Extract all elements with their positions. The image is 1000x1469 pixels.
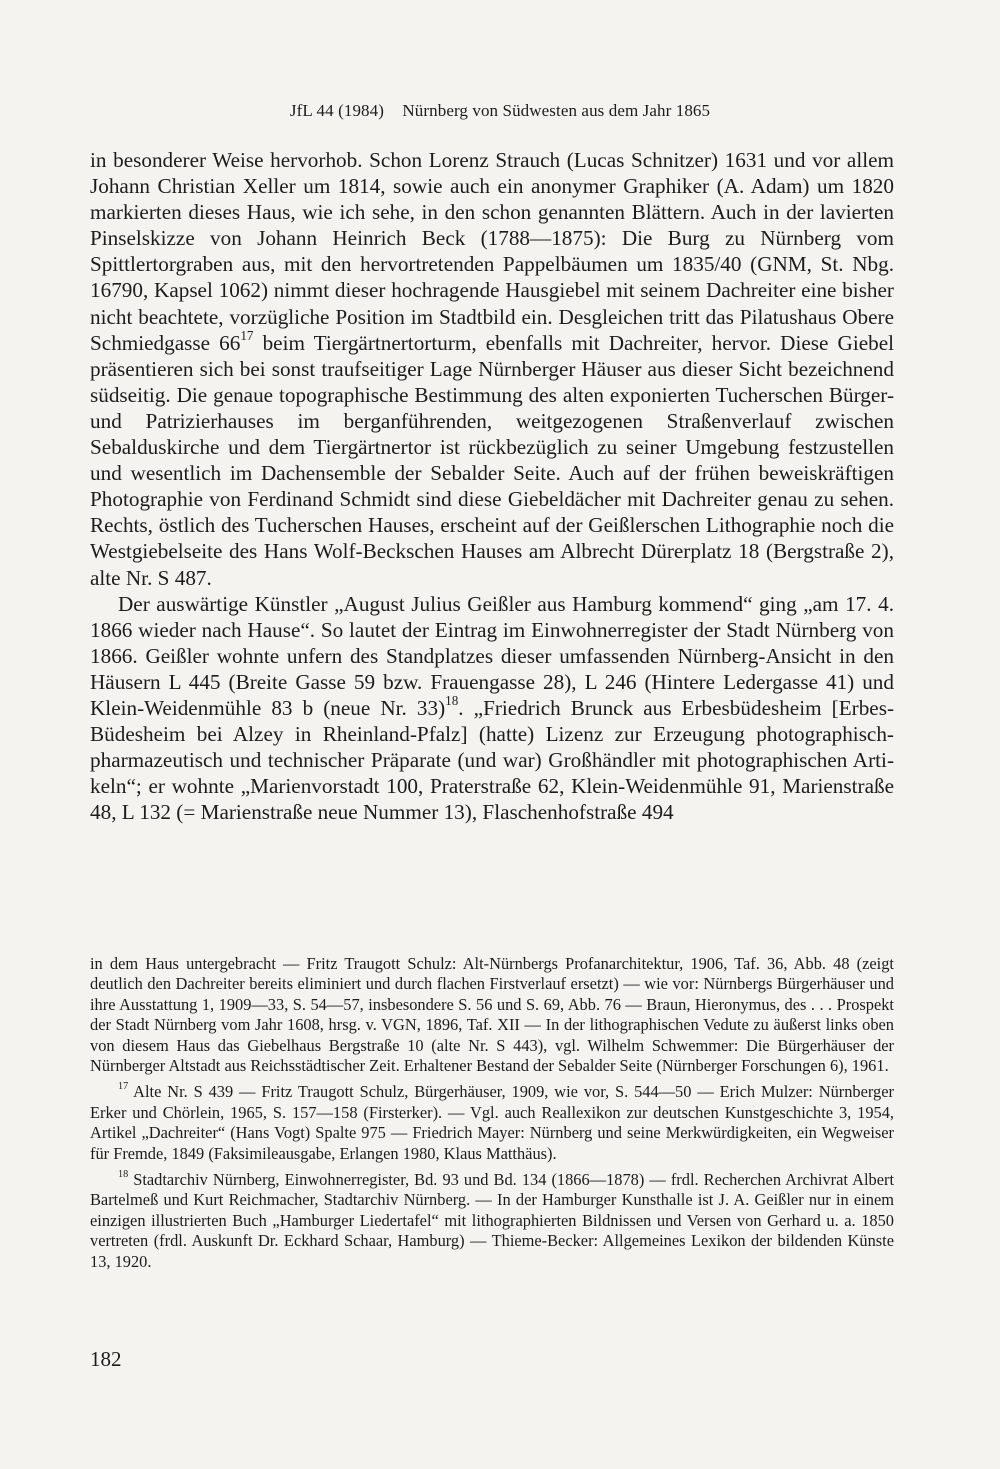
footnote-continued: in dem Haus untergebracht — Fritz Traugott Schulz: Alt-Nürnbergs Profanarchitektur, 1906, Taf. 36, Abb. 48 (zeigt deutlich den Dachreiter bereits eliminiert und durch flachen Firstverlauf ersetzt) — wie vor: Nürnbergs Bürgerhäuser und ihre Ausstattung 1, 1909—33, S. 54—57, insbesondere S. 56 und S. 69, Abb. 76 — Braun, Hieronymus, des . . . Prospekt der Stadt Nürnberg vom Jahr 1608, hrsg. v. VGN, 1896, Taf. XII — In der lithographischen Vedute zu äußerst links oben von diesem Haus das Giebelhaus Bergstraße 10 (alte Nr. S 443), vgl. Wilhelm Schwemmer: Die Bürgerhäuser der Nürnberger Altstadt aus Reichsstädtischer Zeit. Erhaltener Bestand der Sebalder Seite (Nürnberger Forschungen 6), 1961. [90, 954, 894, 1076]
footnotes [90, 954, 894, 1278]
footnote-reference: 18 [445, 692, 459, 708]
footnote-reference: 17 [240, 327, 254, 343]
footnote-text: Alte Nr. S 439 — Fritz Traugott Schulz, Bürgerhäuser, 1909, wie vor, S. 544—50 — Erich Mulzer: Nürnberger Erker und Chörlein, 1965, S. 157—158 (Firsterker). — Vgl. auch Reallexikon zur deutschen Kunstgeschichte 3, 1954, Artikel „Dachreiter“ (Hans Vogt) Spalte 975 — Friedrich Mayer: Nürnberg und seine Merkwürdigkeiten, ein Wegweiser für Fremde, 1849 (Faksimileausgabe, Erlangen 1980, Klaus Matthäus). [90, 1082, 894, 1163]
paragraph-text: in besonderer Weise hervorhob. Schon Lorenz Strauch (Lucas Schnitzer) 1631 und vor allem Johann Christian Xeller um 1814, sowie auch ein anonymer Graphiker (A. Adam) um 1820 markierten dieses Haus, wie ich sehe, in den schon genannten Blättern. Auch in der lavierten Pinselskizze von Johann Heinrich Beck (1788—1875): Die Burg zu Nürnberg vom Spittlertorgraben aus, mit den hervortretenden Pappelbäumen um 1835/40 (GNM, St. Nbg. 16790, Kapsel 1062) nimmt dieser hochragende Hausgiebel mit seinem Dachreiter eine bisher nicht beachtete, vorzügliche Position im Stadtbild ein. Desgleichen tritt das Pilatushaus Obere Schmiedgasse 66 [90, 148, 894, 355]
paragraph-text: beim Tiergärtnertorturm, ebenfalls mit Dachreiter, hervor. Diese Giebel präsentieren sich bei sonst traufseitiger Lage Nürnberger Häuser aus dieser Sicht bezeichnend südseitig. Die genaue topographische Bestimmung des alten exponierten Tucherschen Bürger- und Patrizierhauses im berganführenden, weitgezogenen Straßenverlauf zwischen Sebalduskirche und dem Tiergärtnertor ist rückbezüglich zu seiner Umgebung festzustellen und wesentlich im Dachensemble der Sebalder Seite. Auch auf der frühen beweiskräftigen Photographie von Ferdinand Schmidt sind diese Giebeldächer mit Dachreiter genau zu sehen. Rechts, östlich des Tucherschen Hauses, erscheint auf der Geißlerschen Lithographie noch die Westgiebelseite des Hans Wolf-Beckschen Hauses am Albrecht Dürerplatz 18 (Bergstraße 2), alte Nr. S 487. [90, 330, 894, 590]
footnote-number: 18 [118, 1169, 129, 1181]
body-paragraph [90, 591, 894, 826]
main-text [90, 147, 894, 825]
footnote-17 [90, 1082, 894, 1164]
page-number: 182 [90, 1347, 122, 1371]
footnote-18 [90, 1170, 894, 1272]
body-paragraph [90, 147, 894, 591]
article-title: Nürnberg von Südwesten aus dem Jahr 1865 [402, 101, 711, 120]
journal-reference: JfL 44 (1984) [289, 101, 385, 120]
footnote-text: Stadtarchiv Nürnberg, Einwohnerregister, Bd. 93 und Bd. 134 (1866—1878) — frdl. Recherchen Archivrat Albert Bartelmeß und Kurt Reichmacher, Stadtarchiv Nürnberg. — In der Hamburger Kunsthalle ist J. A. Geißler nur in einem einzigen illustrierten Buch „Hamburger Liedertafel“ mit lithographierten Bildnissen und Versen von Gerhard u. a. 1850 vertreten (frdl. Auskunft Dr. Eckhard Schaar, Hamburg) — Thieme-Becker: Allgemeines Lexikon der bildenden Künste 13, 1920. [90, 1170, 894, 1271]
paragraph-text: Der auswärtige Künstler „August Julius Geißler aus Hamburg kommend“ ging „am 17. 4. 1866 wieder nach Hause“. So lautet der Eintrag im Einwohnerregister der Stadt Nürnberg von 1866. Geißler wohnte unfern des Standplatzes dieser umfassenden Nürnberg-Ansicht in den Häusern L 445 (Breite Gasse 59 bzw. Frauengasse 28), L 246 (Hintere Ledergasse 41) und Klein-Weidenmühle 83 b (neue Nr. 33) [90, 591, 894, 720]
running-header [0, 101, 1000, 121]
paragraph-text: . „Friedrich Brunck aus Erbesbüdesheim [Erbes-Büdesheim bei Alzey in Rheinland-Pfalz] (hatte) Lizenz zur Erzeugung photographisch-pharmazeutisch und technischer Präparate (und war) Großhändler mit photographischen Artikeln“; er wohnte „Marienvorstadt 100, Praterstraße 62, Klein-Weidenmühle 91, Marienstraße 48, L 132 (= Marienstraße neue Nummer 13), Flaschenhofstraße 494 [90, 695, 895, 825]
footnote-number: 17 [118, 1081, 129, 1093]
